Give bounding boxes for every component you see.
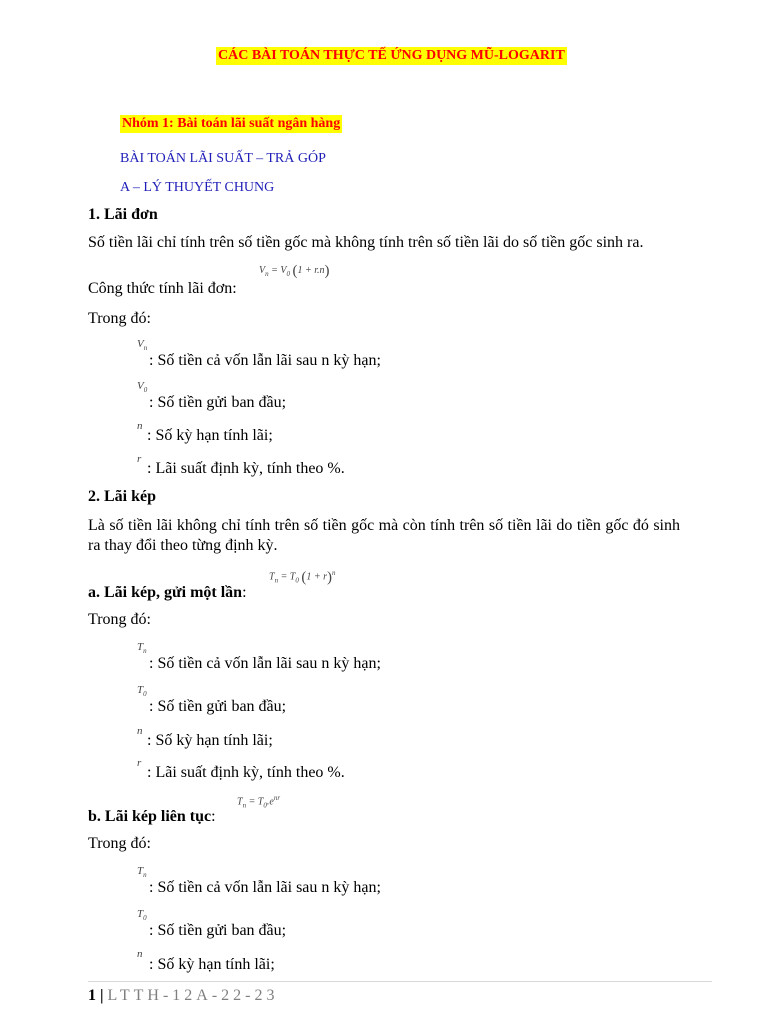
compound-interest-heading: 2. Lãi kép	[88, 488, 157, 505]
def-symbol: $V_0$	[137, 380, 148, 395]
section-a-heading: A – LÝ THUYẾT CHUNG	[120, 180, 275, 195]
def-text: : Số tiền gửi ban đầu;	[149, 922, 287, 939]
page-footer	[88, 986, 278, 1006]
def-symbol: $T_n$	[137, 641, 147, 656]
footer-code: LTTH-12A-22-23	[107, 987, 279, 1004]
compound-interest-definition: Là số tiền lãi không chỉ tính trên số tiền gốc mà còn tính trên số tiền lãi do tiền gốc đó sinh ra thay đổi theo từng định kỳ.	[88, 517, 680, 554]
def-symbol: n	[137, 725, 143, 737]
page-number: 1	[88, 987, 96, 1004]
compound-once-heading: a. Lãi kép, gửi một lần:	[88, 584, 247, 601]
simple-interest-formula-label: Công thức tính lãi đơn:	[88, 280, 237, 297]
compound-once-formula: $T_n = T_0$ $(1 + r)^n$	[269, 569, 336, 586]
simple-interest-definition: Số tiền lãi chỉ tính trên số tiền gốc mà không tính trên số tiền lãi do số tiền gốc sinh ra.	[88, 234, 644, 251]
footer-separator: |	[96, 987, 108, 1004]
simple-interest-formula: $V_n = V_0$ (1 + r.n)	[259, 263, 330, 279]
def-symbol: $T_n$	[137, 865, 147, 880]
def-text: : Lãi suất định kỳ, tính theo %.	[147, 764, 345, 781]
def-text: : Số tiền gửi ban đầu;	[149, 698, 287, 715]
def-text: : Số tiền cả vốn lẫn lãi sau n kỳ hạn;	[149, 655, 381, 672]
compound-continuous-formula: $T_n = T_0.e^{nr}$	[237, 794, 281, 810]
def-text: : Số kỳ hạn tính lãi;	[147, 427, 273, 444]
def-symbol: r	[137, 757, 142, 769]
def-symbol: r	[137, 453, 142, 465]
footer-divider	[88, 981, 712, 982]
def-text: : Số tiền cả vốn lẫn lãi sau n kỳ hạn;	[149, 352, 381, 369]
def-text: : Lãi suất định kỳ, tính theo %.	[147, 460, 345, 477]
def-text: : Số tiền gửi ban đầu;	[149, 394, 287, 411]
def-text: : Số kỳ hạn tính lãi;	[149, 956, 275, 973]
document-title: CÁC BÀI TOÁN THỰC TẾ ỨNG DỤNG MŨ-LOGARIT	[218, 48, 565, 63]
simple-interest-heading: 1. Lãi đơn	[88, 206, 158, 223]
def-text: : Số tiền cả vốn lẫn lãi sau n kỳ hạn;	[149, 879, 381, 896]
group-title: Nhóm 1: Bài toán lãi suất ngân hàng	[122, 116, 341, 131]
def-symbol: $T_0$	[137, 684, 147, 699]
def-symbol: n	[137, 948, 143, 960]
def-text: : Số kỳ hạn tính lãi;	[147, 732, 273, 749]
def-symbol: $T_0$	[137, 908, 147, 923]
def-symbol: $V_n$	[137, 338, 148, 353]
topic-title: BÀI TOÁN LÃI SUẤT – TRẢ GÓP	[120, 151, 326, 166]
compound-once-where-label: Trong đó:	[88, 611, 151, 628]
def-symbol: n	[137, 420, 143, 432]
simple-interest-where-label: Trong đó:	[88, 310, 151, 327]
compound-continuous-where-label: Trong đó:	[88, 835, 151, 852]
compound-continuous-heading: b. Lãi kép liên tục:	[88, 808, 216, 825]
